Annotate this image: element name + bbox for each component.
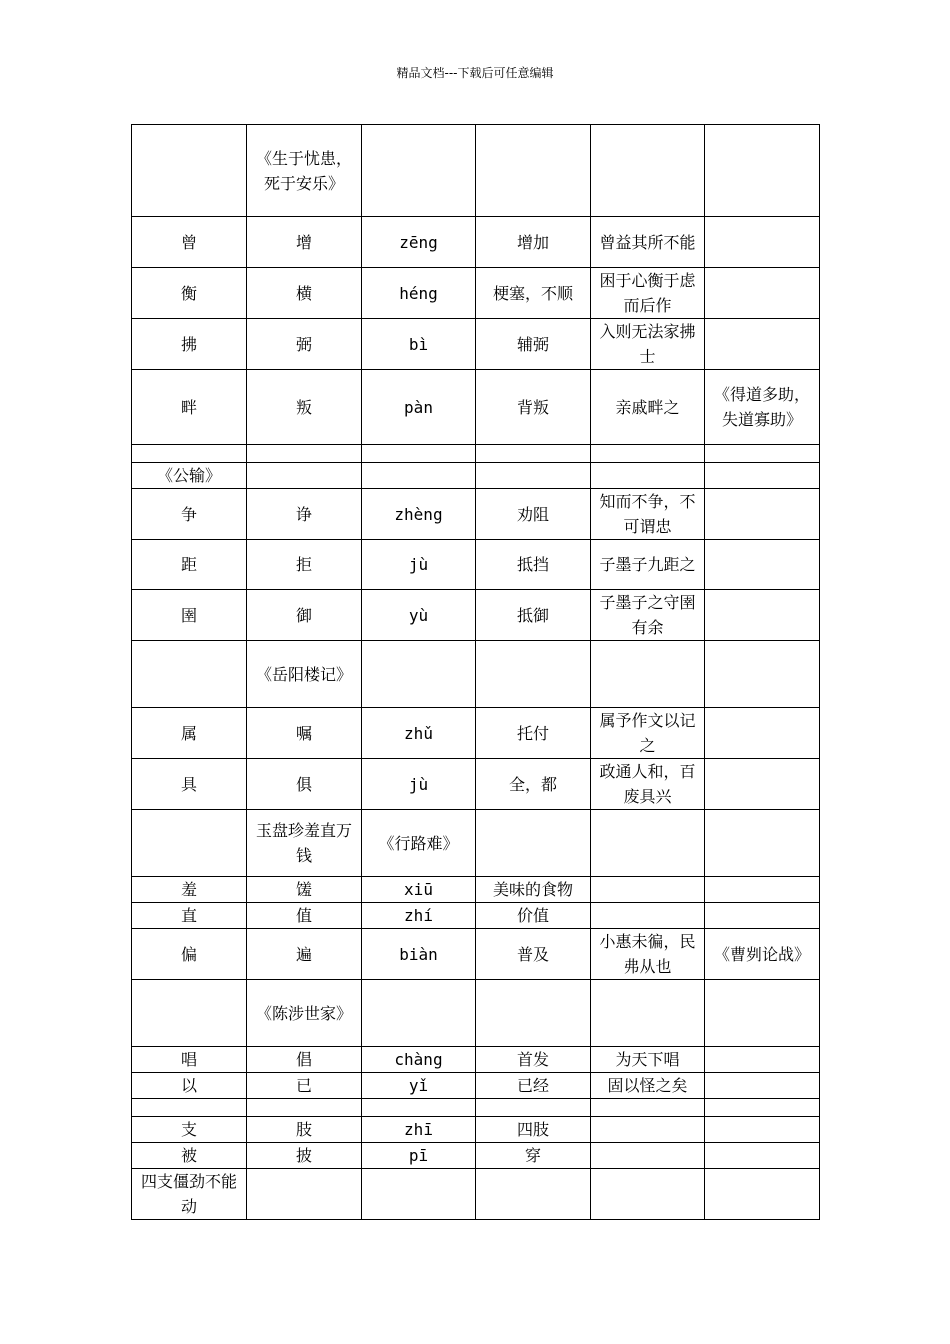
cell-pinyin <box>362 445 476 463</box>
cell-source-text <box>705 1117 820 1143</box>
cell-pinyin: bì <box>362 319 476 370</box>
cell-original-char: 具 <box>132 759 247 810</box>
cell-example-sentence <box>591 1099 705 1117</box>
cell-source-text <box>705 810 820 877</box>
table-row <box>132 1117 820 1143</box>
cell-correct-char: 增 <box>247 217 362 268</box>
cell-pinyin: zhí <box>362 903 476 929</box>
cell-meaning: 普及 <box>476 929 591 980</box>
cell-source-text <box>705 877 820 903</box>
cell-pinyin: yù <box>362 590 476 641</box>
cell-original-char: 支 <box>132 1117 247 1143</box>
cell-original-char <box>132 125 247 217</box>
cell-correct-char: 横 <box>247 268 362 319</box>
cell-pinyin: xiū <box>362 877 476 903</box>
cell-pinyin <box>362 980 476 1047</box>
cell-example-sentence <box>591 877 705 903</box>
cell-source-text <box>705 463 820 489</box>
table-row <box>132 590 820 641</box>
cell-original-char: 属 <box>132 708 247 759</box>
cell-meaning: 美味的食物 <box>476 877 591 903</box>
cell-correct-char <box>247 445 362 463</box>
cell-source-text <box>705 489 820 540</box>
cell-correct-char: 诤 <box>247 489 362 540</box>
cell-source-text <box>705 708 820 759</box>
cell-original-char: 被 <box>132 1143 247 1169</box>
cell-example-sentence <box>591 641 705 708</box>
table-row <box>132 980 820 1047</box>
cell-meaning: 首发 <box>476 1047 591 1073</box>
cell-correct-char <box>247 1099 362 1117</box>
cell-pinyin <box>362 641 476 708</box>
cell-correct-char <box>247 1169 362 1220</box>
cell-source-text <box>705 1169 820 1220</box>
cell-pinyin: zhǔ <box>362 708 476 759</box>
cell-correct-char: 肢 <box>247 1117 362 1143</box>
cell-original-char: 拂 <box>132 319 247 370</box>
cell-correct-char: 遍 <box>247 929 362 980</box>
cell-meaning: 辅弼 <box>476 319 591 370</box>
cell-pinyin: biàn <box>362 929 476 980</box>
cell-pinyin: zhèng <box>362 489 476 540</box>
cell-example-sentence: 知而不争，不可谓忠 <box>591 489 705 540</box>
cell-example-sentence: 为天下唱 <box>591 1047 705 1073</box>
cell-pinyin <box>362 1099 476 1117</box>
cell-correct-char: 拒 <box>247 540 362 590</box>
table-row <box>132 1073 820 1099</box>
cell-source-text: 《曹刿论战》 <box>705 929 820 980</box>
cell-example-sentence: 子墨子九距之 <box>591 540 705 590</box>
cell-meaning: 全，都 <box>476 759 591 810</box>
cell-meaning <box>476 1169 591 1220</box>
cell-meaning: 增加 <box>476 217 591 268</box>
table-row <box>132 489 820 540</box>
cell-example-sentence: 亲戚畔之 <box>591 370 705 445</box>
cell-correct-char: 《陈涉世家》 <box>247 980 362 1047</box>
cell-correct-char: 馐 <box>247 877 362 903</box>
table-row <box>132 370 820 445</box>
cell-example-sentence <box>591 810 705 877</box>
cell-pinyin: chàng <box>362 1047 476 1073</box>
cell-source-text <box>705 125 820 217</box>
cell-meaning: 已经 <box>476 1073 591 1099</box>
cell-meaning: 穿 <box>476 1143 591 1169</box>
cell-correct-char: 玉盘珍羞直万钱 <box>247 810 362 877</box>
cell-original-char: 《公输》 <box>132 463 247 489</box>
cell-correct-char: 叛 <box>247 370 362 445</box>
table-row <box>132 463 820 489</box>
cell-original-char <box>132 641 247 708</box>
cell-correct-char: 俱 <box>247 759 362 810</box>
table-row <box>132 929 820 980</box>
cell-meaning <box>476 810 591 877</box>
cell-original-char: 距 <box>132 540 247 590</box>
cell-original-char: 唱 <box>132 1047 247 1073</box>
cell-meaning: 托付 <box>476 708 591 759</box>
cell-meaning <box>476 463 591 489</box>
cell-source-text <box>705 1099 820 1117</box>
cell-source-text <box>705 1073 820 1099</box>
cell-example-sentence <box>591 125 705 217</box>
cell-meaning: 价值 <box>476 903 591 929</box>
cell-meaning <box>476 445 591 463</box>
cell-example-sentence: 属予作文以记之 <box>591 708 705 759</box>
cell-pinyin: héng <box>362 268 476 319</box>
cell-meaning: 抵御 <box>476 590 591 641</box>
cell-original-char <box>132 980 247 1047</box>
cell-source-text <box>705 445 820 463</box>
table-row <box>132 445 820 463</box>
cell-correct-char: 御 <box>247 590 362 641</box>
cell-pinyin: 《行路难》 <box>362 810 476 877</box>
table-row <box>132 641 820 708</box>
cell-correct-char <box>247 463 362 489</box>
table-row <box>132 708 820 759</box>
vocabulary-table <box>131 124 820 1220</box>
table-row <box>132 319 820 370</box>
cell-example-sentence: 子墨子之守圉有余 <box>591 590 705 641</box>
cell-pinyin: jù <box>362 759 476 810</box>
cell-original-char: 直 <box>132 903 247 929</box>
cell-example-sentence: 固以怪之矣 <box>591 1073 705 1099</box>
cell-meaning: 梗塞，不顺 <box>476 268 591 319</box>
cell-pinyin: pàn <box>362 370 476 445</box>
cell-source-text <box>705 217 820 268</box>
cell-source-text <box>705 590 820 641</box>
cell-example-sentence: 曾益其所不能 <box>591 217 705 268</box>
cell-original-char: 偏 <box>132 929 247 980</box>
table-row <box>132 810 820 877</box>
cell-correct-char: 《岳阳楼记》 <box>247 641 362 708</box>
cell-example-sentence: 小惠未徧，民弗从也 <box>591 929 705 980</box>
cell-source-text <box>705 268 820 319</box>
cell-source-text <box>705 540 820 590</box>
table-body <box>132 125 820 1220</box>
cell-correct-char: 嘱 <box>247 708 362 759</box>
cell-meaning: 背叛 <box>476 370 591 445</box>
cell-original-char: 圉 <box>132 590 247 641</box>
cell-correct-char: 已 <box>247 1073 362 1099</box>
cell-example-sentence <box>591 980 705 1047</box>
cell-pinyin <box>362 463 476 489</box>
cell-meaning <box>476 980 591 1047</box>
table-row <box>132 217 820 268</box>
cell-example-sentence <box>591 1117 705 1143</box>
cell-source-text <box>705 903 820 929</box>
cell-original-char: 畔 <box>132 370 247 445</box>
cell-pinyin: zhī <box>362 1117 476 1143</box>
cell-original-char <box>132 445 247 463</box>
cell-meaning: 劝阻 <box>476 489 591 540</box>
cell-source-text <box>705 641 820 708</box>
cell-original-char: 羞 <box>132 877 247 903</box>
page-header: 精品文档---下载后可任意编辑 <box>396 66 554 80</box>
table-row <box>132 1047 820 1073</box>
cell-pinyin: zēng <box>362 217 476 268</box>
cell-meaning <box>476 1099 591 1117</box>
cell-meaning: 四肢 <box>476 1117 591 1143</box>
cell-example-sentence <box>591 903 705 929</box>
cell-example-sentence: 入则无法家拂士 <box>591 319 705 370</box>
table-row <box>132 125 820 217</box>
cell-meaning <box>476 125 591 217</box>
table-row <box>132 759 820 810</box>
cell-correct-char: 值 <box>247 903 362 929</box>
cell-original-char: 衡 <box>132 268 247 319</box>
cell-example-sentence <box>591 1169 705 1220</box>
cell-correct-char: 《生于忧患，死于安乐》 <box>247 125 362 217</box>
table-row <box>132 903 820 929</box>
cell-original-char: 曾 <box>132 217 247 268</box>
table-row <box>132 1099 820 1117</box>
cell-original-char: 四支僵劲不能动 <box>132 1169 247 1220</box>
cell-correct-char: 倡 <box>247 1047 362 1073</box>
cell-meaning <box>476 641 591 708</box>
cell-example-sentence: 政通人和，百废具兴 <box>591 759 705 810</box>
cell-meaning: 抵挡 <box>476 540 591 590</box>
cell-pinyin: yǐ <box>362 1073 476 1099</box>
cell-pinyin: pī <box>362 1143 476 1169</box>
table-row <box>132 268 820 319</box>
cell-pinyin <box>362 125 476 217</box>
cell-original-char <box>132 1099 247 1117</box>
cell-source-text <box>705 1047 820 1073</box>
cell-source-text <box>705 319 820 370</box>
cell-source-text <box>705 759 820 810</box>
cell-example-sentence <box>591 445 705 463</box>
cell-example-sentence: 困于心衡于虑而后作 <box>591 268 705 319</box>
cell-example-sentence <box>591 463 705 489</box>
cell-correct-char: 披 <box>247 1143 362 1169</box>
table-row <box>132 1143 820 1169</box>
cell-source-text: 《得道多助，失道寡助》 <box>705 370 820 445</box>
cell-pinyin <box>362 1169 476 1220</box>
cell-pinyin: jù <box>362 540 476 590</box>
table-row <box>132 1169 820 1220</box>
cell-example-sentence <box>591 1143 705 1169</box>
table-row <box>132 540 820 590</box>
cell-correct-char: 弼 <box>247 319 362 370</box>
cell-source-text <box>705 1143 820 1169</box>
cell-original-char: 争 <box>132 489 247 540</box>
table-row <box>132 877 820 903</box>
cell-original-char <box>132 810 247 877</box>
cell-source-text <box>705 980 820 1047</box>
cell-original-char: 以 <box>132 1073 247 1099</box>
